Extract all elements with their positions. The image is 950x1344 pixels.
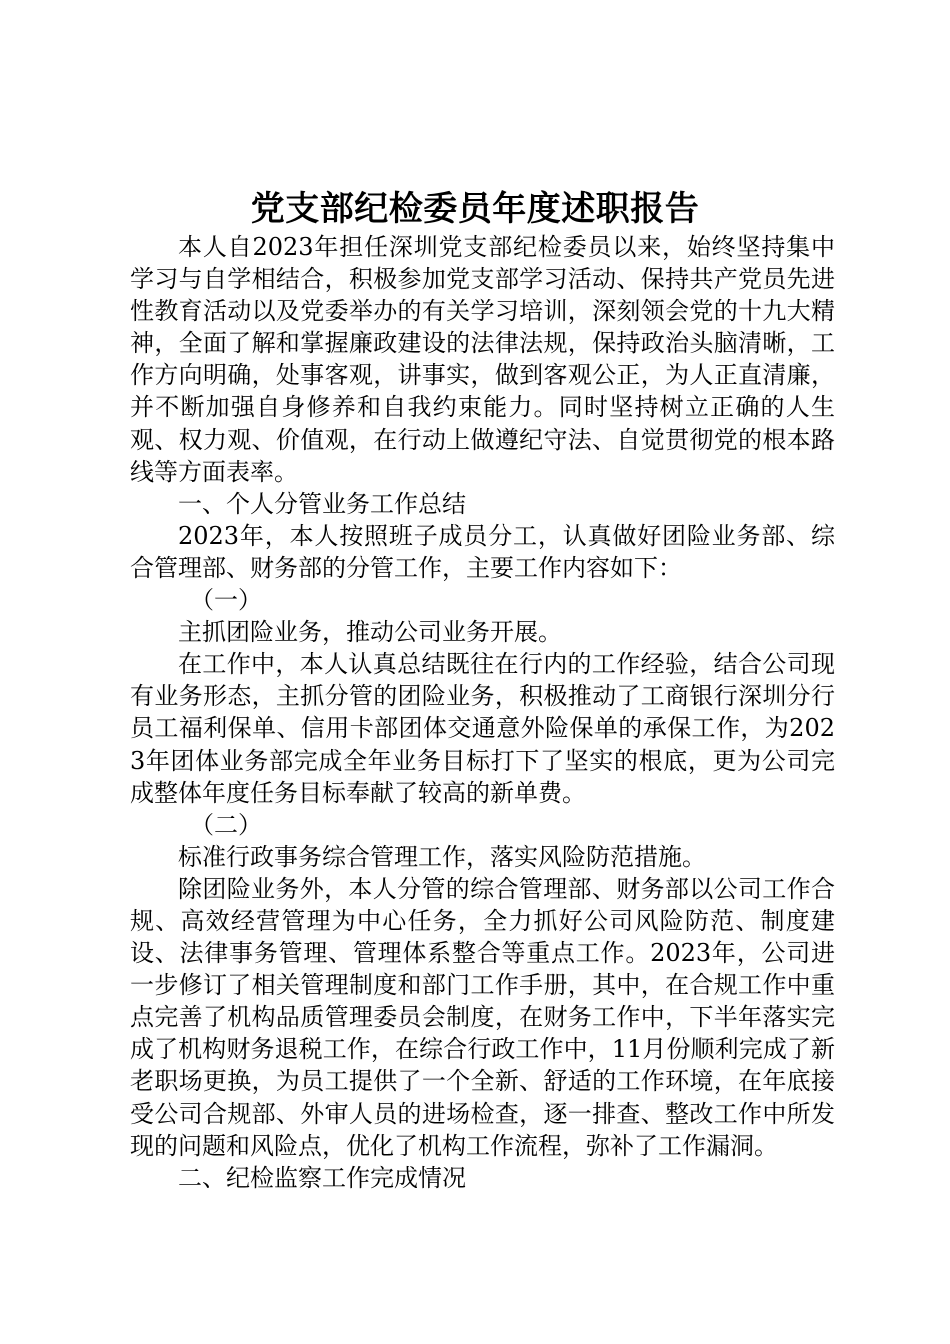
subsection-title-1: 主抓团险业务，推动公司业务开展。 (178, 618, 562, 647)
paragraph-overview: 2023年，本人按照班子成员分工，认真做好团险业务部、综合管理部、财务部的分管工作，主要工作内容如下： (130, 521, 835, 582)
document-title: 党支部纪检委员年度述职报告 (250, 189, 700, 229)
paragraph-group-insurance: 在工作中，本人认真总结既往在行内的工作经验，结合公司现有业务形态，主抓分管的团险业务，积极推动了工商银行深圳分行员工福利保单、信用卡部团体交通意外险保单的承保工作，为2023年团体业务部完成全年业务目标打下了坚实的根底，更为公司完成整体年度任务目标奉献了较高的新单费。 (130, 650, 835, 807)
subsection-marker-1: （一） (190, 586, 262, 615)
paragraph-intro: 本人自2023年担任深圳党支部纪检委员以来，始终坚持集中学习与自学相结合，积极参加党支部学习活动、保持共产党员先进性教育活动以及党委举办的有关学习培训，深刻领会党的十九大精神，全面了解和掌握廉政建设的法律法规，保持政治头脑清晰，工作方向明确，处事客观，讲事实，做到客观公正，为人正直清廉，并不断加强自身修养和自我约束能力。同时坚持树立正确的人生观、权力观、价值观，在行动上做遵纪守法、自觉贯彻党的根本路线等方面表率。 (130, 233, 835, 486)
section-heading-1: 一、个人分管业务工作总结 (178, 489, 466, 518)
subsection-title-2: 标准行政事务综合管理工作，落实风险防范措施。 (178, 842, 706, 871)
section-heading-2: 二、纪检监察工作完成情况 (178, 1163, 466, 1192)
paragraph-admin-management: 除团险业务外，本人分管的综合管理部、财务部以公司工作合规、高效经营管理为中心任务，全力抓好公司风险防范、制度建设、法律事务管理、管理体系整合等重点工作。2023年，公司进一步修订了相关管理制度和部门工作手册，其中，在合规工作中重点完善了机构品质管理委员会制度，在财务工作中，下半年落实完成了机构财务退税工作，在综合行政工作中，11月份顺利完成了新老职场更换，为员工提供了一个全新、舒适的工作环境，在年底接受公司合规部、外审人员的进场检查，逐一排查、整改工作中所发现的问题和风险点，优化了机构工作流程，弥补了工作漏洞。 (130, 874, 835, 1160)
subsection-marker-2: （二） (190, 810, 262, 839)
document-body (130, 231, 835, 1194)
